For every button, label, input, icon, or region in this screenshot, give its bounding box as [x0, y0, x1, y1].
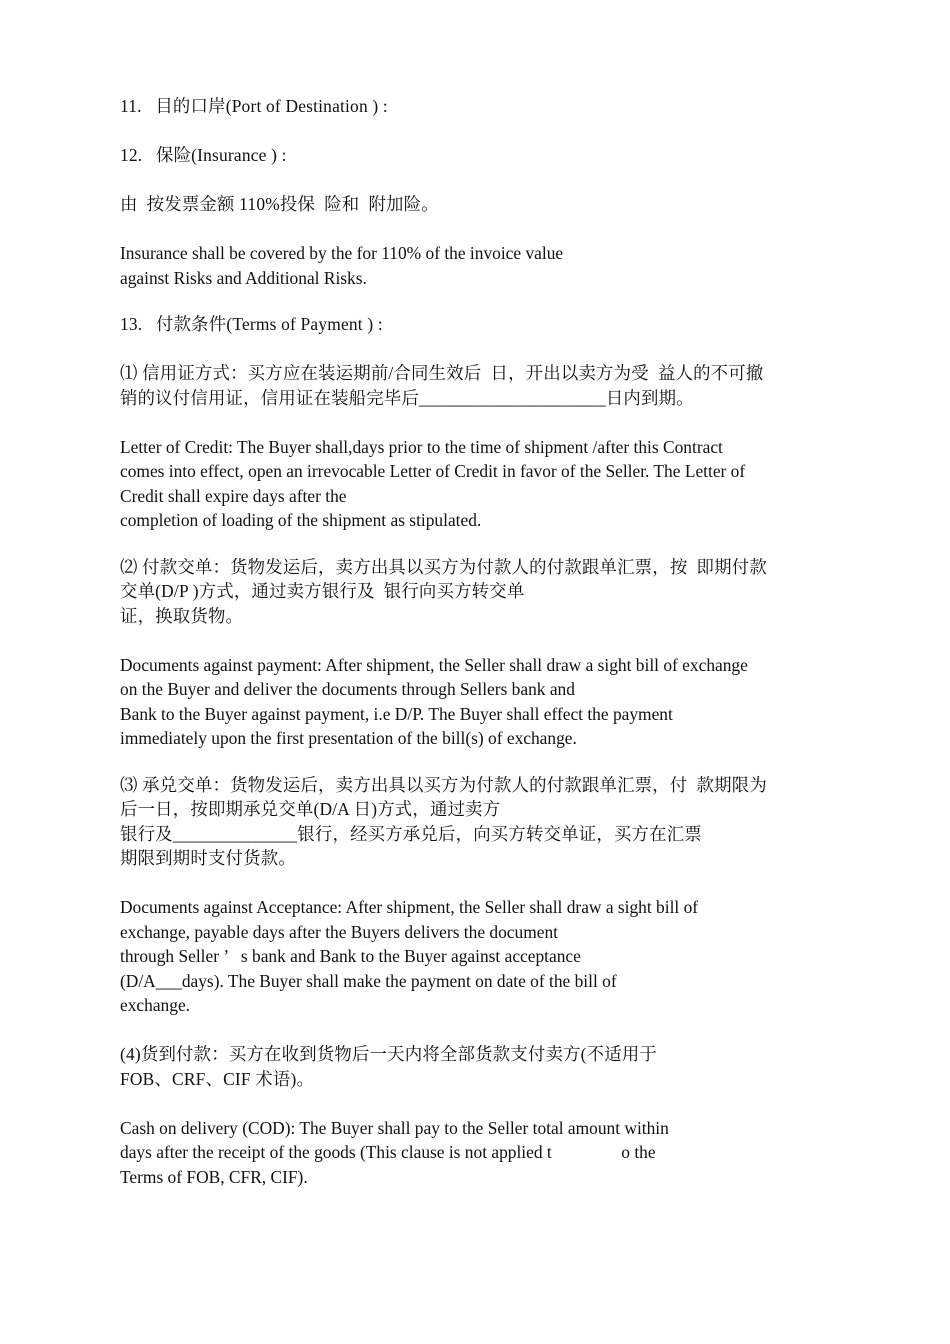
insurance-heading: 12. 保险(Insurance ) :	[120, 145, 287, 165]
lc-zh-line: ⑴ 信用证方式：买方应在装运期前/合同生效后 日，开出以卖方为受 益人的不可撤	[120, 363, 764, 383]
cod-en-line: Cash on delivery (COD): The Buyer shall pay to the Seller total amount within	[120, 1117, 669, 1138]
lc-en-line: Letter of Credit: The Buyer shall,days prior to the time of shipment /after this Contract	[120, 436, 723, 457]
insurance-en-line: against Risks and Additional Risks.	[120, 267, 367, 288]
lc-en-line: Credit shall expire days after the	[120, 485, 347, 506]
dp-zh-line: 证，换取货物。	[120, 605, 244, 626]
insurance-zh: 由 按发票金额 110%投保 险和 附加险。	[120, 194, 439, 214]
payment-terms-heading: 13. 付款条件(Terms of Payment ) :	[120, 314, 383, 334]
contract-page	[120, 94, 840, 1189]
insurance-en	[120, 241, 840, 290]
documents-against-payment-en	[120, 653, 840, 751]
da-en-line: Documents against Acceptance: After shipment, the Seller shall draw a sight bill of	[120, 897, 699, 917]
lc-en-line: completion of loading of the shipment as stipulated.	[120, 510, 482, 530]
cod-zh-line: (4)货到付款：买方在收到货物后一天内将全部货款支付卖方(不适用于	[120, 1044, 658, 1064]
cod-en-line: days after the receipt of the goods (This clause is not applied t o the	[120, 1142, 656, 1162]
documents-against-acceptance-en	[120, 895, 840, 1018]
dp-en-line: on the Buyer and deliver the documents through Sellers bank and	[120, 679, 575, 699]
dp-en-line: Bank to the Buyer against payment, i.e D/P. The Buyer shall effect the payment	[120, 703, 673, 724]
da-en-line: exchange.	[120, 995, 191, 1015]
da-en-line: exchange, payable days after the Buyers delivers the document	[120, 921, 558, 942]
dp-en-line: immediately upon the first presentation of the bill(s) of exchange.	[120, 728, 577, 748]
letter-of-credit-en	[120, 435, 840, 533]
dp-en-line: Documents against payment: After shipment, the Seller shall draw a sight bill of exchange	[120, 654, 748, 675]
lc-zh-line: 销的议付信用证，信用证在装船完毕后_____________________日内到期。	[120, 387, 694, 408]
dp-zh-line: 交单(D/P )方式，通过卖方银行及 银行向买方转交单	[120, 581, 525, 601]
cod-zh-line: FOB、CRF、CIF 术语)。	[120, 1068, 315, 1089]
insurance-en-line: Insurance shall be covered by the for 110% of the invoice value	[120, 243, 564, 263]
cash-on-delivery-en	[120, 1116, 840, 1190]
letter-of-credit-zh	[120, 361, 840, 410]
da-en-line: (D/A___days). The Buyer shall make the payment on date of the bill of	[120, 970, 617, 991]
da-zh-line: 后一日，按即期承兑交单(D/A 日)方式，通过卖方	[120, 799, 501, 819]
dp-zh-line: ⑵ 付款交单：货物发运后，卖方出具以买方为付款人的付款跟单汇票，按 即期付款	[120, 556, 767, 577]
da-zh-line: ⑶ 承兑交单：货物发运后，卖方出具以买方为付款人的付款跟单汇票，付 款期限为	[120, 774, 767, 795]
da-en-line: through Seller ’ s bank and Bank to the Buyer against acceptance	[120, 946, 581, 966]
cod-en-line: Terms of FOB, CFR, CIF).	[120, 1166, 308, 1187]
da-zh-line: 期限到期时支付货款。	[120, 848, 296, 868]
lc-en-line: comes into effect, open an irrevocable Letter of Credit in favor of the Seller. The Letter of	[120, 461, 746, 481]
port-of-destination-clause: 11. 目的口岸(Port of Destination ) :	[120, 96, 388, 116]
da-zh-line: 银行及______________银行，经买方承兑后，向买方转交单证，买方在汇票	[120, 823, 702, 844]
cash-on-delivery-zh	[120, 1042, 840, 1091]
documents-against-payment-zh	[120, 555, 840, 629]
documents-against-acceptance-zh	[120, 773, 840, 871]
